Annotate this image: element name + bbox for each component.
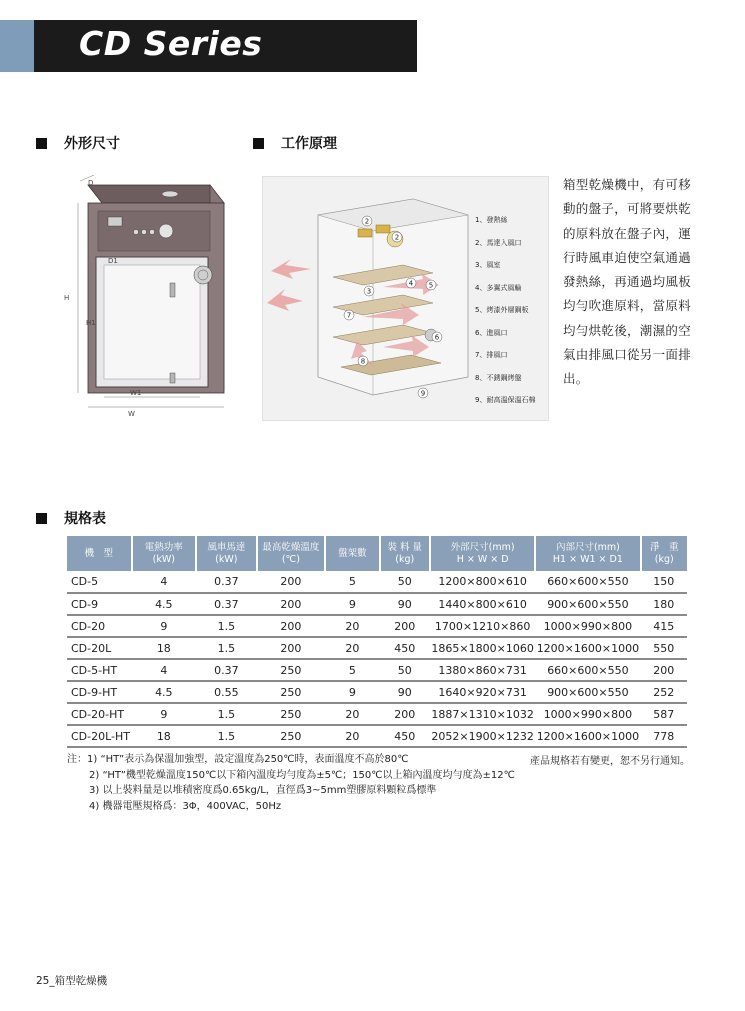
square-bullet-icon [36, 138, 47, 149]
table-cell: 9 [132, 615, 197, 637]
note-line: 注：1) “HT”表示為保溫加強型，設定溫度為250℃時，表面溫度不高於80℃ [67, 754, 409, 765]
table-cell: CD-9 [67, 593, 132, 615]
banner-accent [0, 20, 34, 72]
dimension-label-h: H [64, 294, 70, 302]
dimension-label-h1: H1 [86, 319, 96, 327]
table-cell: 1640×920×731 [430, 681, 535, 703]
legend-item: 2、馬達入風口 [475, 238, 522, 247]
dimension-drawing [58, 175, 228, 420]
exhaust-arrow-icon [271, 259, 311, 279]
section-spec-label: 規格表 [64, 511, 106, 527]
table-cell: 18 [132, 725, 197, 747]
callout-number: 4 [408, 279, 414, 288]
table-cell: 1700×1210×860 [430, 615, 535, 637]
table-cell: 250 [257, 659, 326, 681]
table-cell: 180 [641, 593, 687, 615]
table-cell: 90 [380, 593, 430, 615]
table-row [67, 659, 687, 681]
table-row [67, 593, 687, 615]
table-cell: 9 [325, 681, 379, 703]
table-row [67, 703, 687, 725]
table-cell: CD-20-HT [67, 703, 132, 725]
table-row [67, 725, 687, 747]
callout-number: 2 [394, 233, 400, 242]
table-cell: CD-5-HT [67, 659, 132, 681]
table-cell: 550 [641, 637, 687, 659]
table-cell: 20 [325, 637, 379, 659]
table-cell: CD-20 [67, 615, 132, 637]
table-cell: 250 [257, 681, 326, 703]
spec-table [67, 536, 687, 748]
table-header-row [67, 536, 687, 571]
legend-item: 9、耐高溫保溫石棉 [475, 396, 536, 404]
section-dimensions-label: 外形尺寸 [64, 136, 120, 152]
knob-icon [150, 230, 155, 235]
table-cell: 200 [257, 571, 326, 593]
table-cell: 1.5 [196, 637, 257, 659]
table-row [67, 637, 687, 659]
table-cell: 900×600×550 [535, 593, 640, 615]
heater-icon [376, 225, 390, 233]
knob-icon [142, 230, 147, 235]
table-cell: CD-9-HT [67, 681, 132, 703]
table-cell: 20 [325, 615, 379, 637]
principle-description: 箱型乾燥機中，有可移動的盤子，可將要烘乾的原料放在盤子內，運行時風車迫使空氣通過發熱絲，再通過均風板均勻吹進原料，當原料均勻烘乾後，潮濕的空氣由排風口從另一面排出。 [563, 177, 692, 387]
column-header: 外部尺寸(mm) H × W × D [430, 536, 535, 571]
column-header: 淨 重 (kg) [641, 536, 687, 571]
callout-number: 6 [434, 333, 440, 342]
column-header: 最高乾燥溫度 (℃) [257, 536, 326, 571]
table-cell: 900×600×550 [535, 681, 640, 703]
table-cell: CD-5 [67, 571, 132, 593]
display-icon [108, 217, 122, 226]
column-header: 機 型 [67, 536, 132, 571]
square-bullet-icon [36, 513, 47, 524]
table-cell: 200 [380, 615, 430, 637]
callout-number: 2 [364, 217, 370, 226]
table-cell: 4.5 [132, 681, 197, 703]
table-cell: 450 [380, 637, 430, 659]
column-header: 風車馬達 (kW) [196, 536, 257, 571]
table-cell: 50 [380, 659, 430, 681]
table-cell: 50 [380, 571, 430, 593]
section-principle-label: 工作原理 [281, 136, 337, 152]
column-header: 裝 料 量 (kg) [380, 536, 430, 571]
table-cell: 660×600×550 [535, 571, 640, 593]
table-cell: 4 [132, 571, 197, 593]
table-cell: 415 [641, 615, 687, 637]
callout-number: 8 [360, 357, 366, 366]
table-cell: 450 [380, 725, 430, 747]
table-cell: 1440×800×610 [430, 593, 535, 615]
callout-number: 3 [366, 287, 372, 296]
table-cell: 1200×1600×1000 [535, 637, 640, 659]
table-cell: 778 [641, 725, 687, 747]
spec-change-notice: 產品規格若有變更，恕不另行通知。 [530, 756, 690, 767]
table-cell: 150 [641, 571, 687, 593]
legend-item: 3、風室 [475, 261, 501, 269]
exhaust-arrow-icon [267, 289, 303, 311]
note-line: 4) 機器電壓規格爲：3Φ，400VAC，50Hz [89, 800, 282, 812]
page-footer: 25_箱型乾燥機 [36, 975, 108, 987]
table-cell: 90 [380, 681, 430, 703]
table-cell: 200 [641, 659, 687, 681]
legend-item: 1、發熱絲 [475, 216, 508, 224]
notes-block [67, 752, 515, 814]
principle-diagram [262, 176, 549, 421]
callout-number: 9 [420, 389, 426, 398]
square-bullet-icon [253, 138, 264, 149]
legend-item: 8、不銹鋼烤盤 [475, 373, 522, 382]
dimension-label-w1: W1 [130, 389, 142, 397]
column-header: 內部尺寸(mm) H1 × W1 × D1 [535, 536, 640, 571]
table-cell: 587 [641, 703, 687, 725]
section-principle [253, 133, 337, 153]
table-cell: 4.5 [132, 593, 197, 615]
table-cell: 660×600×550 [535, 659, 640, 681]
table-cell: 4 [132, 659, 197, 681]
legend-item: 7、排風口 [475, 351, 508, 359]
column-header: 電熱功率 (kW) [132, 536, 197, 571]
door-handle [170, 283, 175, 297]
table-cell: 0.55 [196, 681, 257, 703]
table-cell: 1.5 [196, 703, 257, 725]
table-cell: 200 [380, 703, 430, 725]
table-cell: 0.37 [196, 659, 257, 681]
table-cell: 20 [325, 725, 379, 747]
section-dimensions [36, 133, 120, 153]
table-cell: 1200×1600×1000 [535, 725, 640, 747]
legend-item: 5、烤漆外層鋼板 [475, 306, 529, 314]
dimension-label-d: D [88, 179, 94, 187]
dial-icon [159, 224, 173, 238]
table-cell: 1000×990×800 [535, 703, 640, 725]
cabinet-top [88, 185, 224, 203]
table-cell: 5 [325, 571, 379, 593]
table-cell: 18 [132, 637, 197, 659]
table-cell: 1380×860×731 [430, 659, 535, 681]
table-cell: 1000×990×800 [535, 615, 640, 637]
heater-icon [358, 229, 372, 237]
table-cell: CD-20L-HT [67, 725, 132, 747]
fan-grille-icon [194, 266, 212, 284]
legend-item: 4、多翼式風輪 [475, 283, 522, 292]
note-line: 3) 以上裝料量是以堆積密度爲0.65kg/L，直徑爲3~5mm塑膠原料顆粒爲標準 [89, 785, 437, 796]
legend-item: 6、進風口 [475, 328, 508, 337]
principle-legend [475, 209, 535, 412]
table-cell: 0.37 [196, 571, 257, 593]
table-cell: 0.37 [196, 593, 257, 615]
top-vent-icon [162, 191, 178, 197]
dimension-label-w: W [128, 410, 135, 418]
table-cell: 200 [257, 593, 326, 615]
table-cell: 200 [257, 615, 326, 637]
knob-icon [134, 230, 139, 235]
table-cell: CD-20L [67, 637, 132, 659]
table-cell: 9 [132, 703, 197, 725]
column-header: 盤架數 [325, 536, 379, 571]
page-title: CD Series [79, 24, 263, 63]
table-cell: 1200×800×610 [430, 571, 535, 593]
table-cell: 252 [641, 681, 687, 703]
section-spec [36, 508, 106, 528]
note-line: 2) “HT”機型乾燥溫度150℃以下箱內溫度均勻度為±5℃；150℃以上箱內溫度均勻度為±12℃ [89, 769, 515, 781]
callout-number: 7 [346, 311, 352, 320]
table-cell: 1.5 [196, 615, 257, 637]
table-cell: 1865×1800×1060 [430, 637, 535, 659]
table-cell: 2052×1900×1232 [430, 725, 535, 747]
table-cell: 1887×1310×1032 [430, 703, 535, 725]
table-cell: 250 [257, 703, 326, 725]
dimension-label-d1: D1 [108, 257, 118, 265]
table-cell: 9 [325, 593, 379, 615]
table-cell: 200 [257, 637, 326, 659]
table-row [67, 571, 687, 593]
callout-number: 5 [428, 281, 434, 290]
table-cell: 5 [325, 659, 379, 681]
table-cell: 250 [257, 725, 326, 747]
door-glass [104, 265, 200, 379]
table-cell: 1.5 [196, 725, 257, 747]
table-cell: 20 [325, 703, 379, 725]
table-row [67, 681, 687, 703]
table-row [67, 615, 687, 637]
